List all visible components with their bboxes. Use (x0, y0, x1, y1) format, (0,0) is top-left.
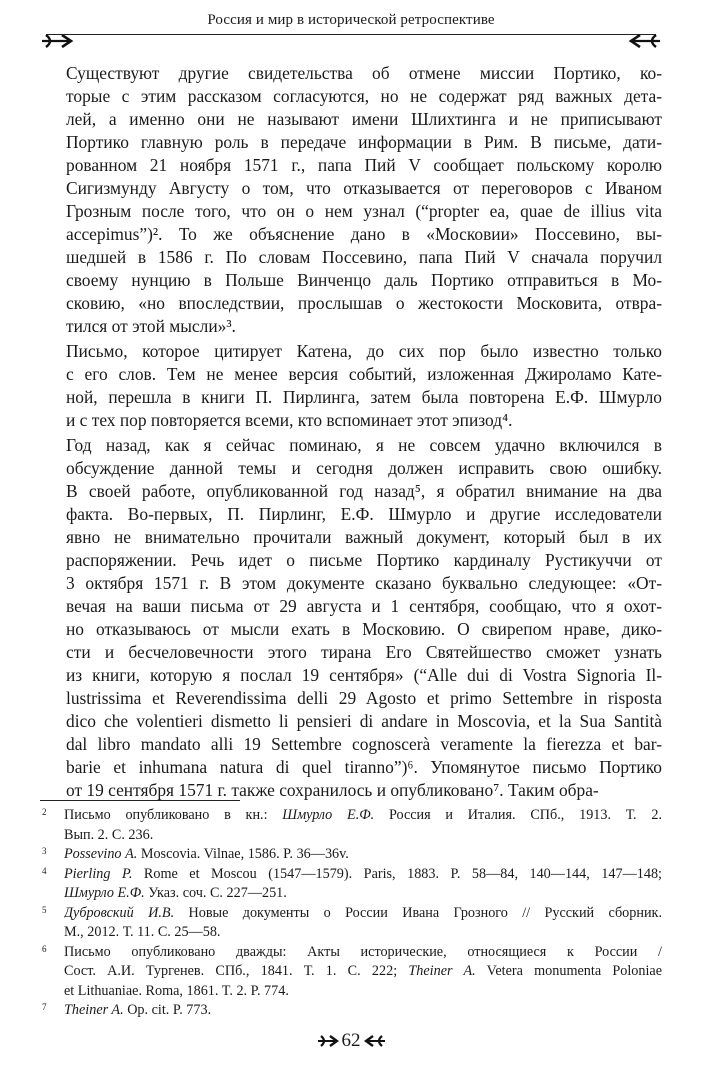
text-line: торые с этим рассказом согласуются, но не содержат ряд важных дета- (66, 86, 662, 106)
footnote-5 (40, 904, 662, 943)
text-line: факта. Во-первых, П. Пирлинг, Е.Ф. Шмурло и другие исследователи (66, 504, 662, 524)
footnote-line (64, 1001, 662, 1021)
footnote-author: Шмурло Е.Ф. (64, 885, 145, 901)
footnote-number: 3 (42, 846, 47, 856)
text-line: Существуют другие свидетельства об отмене миссии Портико, ко- (66, 63, 662, 83)
footnote-number: 7 (42, 1002, 47, 1012)
paragraph-3 (40, 434, 662, 802)
footnote-number: 4 (42, 865, 47, 876)
text-line: тился от этой мысли»³. (66, 316, 236, 336)
right-footer-fleuron-icon (364, 1033, 386, 1049)
footnote-author: Шмурло Е.Ф. (282, 807, 375, 823)
footnote-line (64, 806, 662, 826)
right-fleuron-icon (628, 32, 662, 50)
footnote-author: Дубровский И.В. (64, 904, 175, 921)
footnote-line (64, 845, 662, 865)
footnote-4 (40, 865, 662, 904)
text-line: с его слов. Тем не менее версия событий, изложенная Джироламо Кате- (66, 364, 662, 384)
text-line: лей, а именно они не называют имени Шлихтинга и не приписывают (66, 109, 662, 129)
footnote-text: Новые документы о России Ивана Грозного // Русский сборник. (174, 904, 662, 921)
text-line: Портико главную роль в передаче информации в Рим. В письме, дати- (66, 132, 662, 152)
footnote-line (64, 943, 662, 963)
left-footer-fleuron-icon (317, 1033, 339, 1049)
footnote-line (64, 826, 662, 846)
main-text (40, 62, 662, 802)
text-line: распоряжении. Речь идет о письме Портико кардиналу Рустикуччи от (66, 550, 662, 570)
text-line: В своей работе, опубликованной год назад⁵, я обратил внимание на два (66, 481, 662, 501)
footnote-author: Theiner A. (408, 963, 476, 979)
text-line: Сигизмунду Августу о том, что отказывается от переговоров с Иваном (66, 178, 662, 198)
page-footer (0, 1030, 702, 1058)
footnote-author: Theiner A. (64, 1002, 124, 1018)
footnote-line (64, 923, 662, 943)
footnote-text: Moscovia. Vilnae, 1586. P. 36—36v. (137, 846, 349, 862)
text-line: barie et inhumana natura di quel tiranno”)⁶. Упомянутое письмо Портико (66, 757, 662, 777)
text-line: сковию, «но впоследствии, прослышав о жестокости Московита, отвра- (66, 293, 662, 313)
footnote-line (64, 982, 662, 1002)
footnote-2 (40, 806, 662, 845)
text-line: шедшей в 1586 г. По словам Поссевино, папа Пий V сначала поручил (66, 247, 662, 267)
footnote-text: Op. cit. P. 773. (123, 1002, 212, 1018)
footnote-text: Сост. А.И. Тургенев. СПб., 1841. Т. 1. С. 222; (64, 963, 409, 979)
paragraph-2 (40, 340, 662, 432)
footnote-text: Россия и Италия. СПб., 1913. Т. 2. (374, 807, 662, 823)
footnote-text: М., 2012. Т. 11. С. 25—58. (64, 924, 221, 940)
footnote-text: Указ. соч. С. 227—251. (144, 885, 287, 901)
footnote-7 (40, 1001, 662, 1021)
text-line: Грозным после того, что он о нем узнал (“propter ea, quae de illius vita (66, 201, 662, 221)
text-line: своему нунцию в Польше Винченцо даль Портико отправиться в Мо- (66, 270, 662, 290)
footnote-text: Rome et Moscou (1547—1579). Paris, 1883. P. 58—84, 140—144, 147—148; (132, 865, 662, 882)
text-line: dal libro mandato alli 19 Settembre cognoscerà veramente la fierezza et bar- (66, 734, 662, 754)
footnote-text: Письмо опубликовано в кн.: (64, 807, 283, 823)
text-line: accepimus”)². То же объяснение дано в «Московии» Поссевино, вы- (66, 224, 662, 244)
text-line: вечая на ваши письма от 29 августа и 1 сентября, сообщаю, что я охот- (66, 596, 662, 616)
footnote-number: 6 (42, 943, 47, 954)
text-line: Письмо, которое цитирует Катена, до сих пор было известно только (66, 341, 662, 361)
header-rule (46, 34, 656, 35)
footnote-text: Вып. 2. С. 236. (64, 826, 154, 843)
paragraph-1 (40, 62, 662, 338)
footnote-3 (40, 845, 662, 865)
text-line: и с тех пор повторяется всеми, кто вспоминает этот эпизод⁴. (66, 410, 513, 430)
footnote-author: Pierling P. (64, 865, 133, 882)
text-line: из книги, которую я послал 19 сентября» (“Alle dui di Vostra Signoria Il- (66, 665, 662, 685)
text-line: 3 октября 1571 г. В этом документе сказано буквально следующее: «От- (66, 573, 662, 593)
footnote-number: 5 (42, 904, 47, 915)
page-number: 62 (341, 1030, 361, 1051)
footnote-number: 2 (42, 807, 47, 817)
text-line: сти и бесчеловечности этого тирана Его Святейшество сможет узнать (66, 642, 662, 662)
text-line: lustrissima et Reverendissima delli 29 Agosto et primo Settembre in risposta (66, 688, 662, 708)
text-line: обсуждение данной темы и сегодня должен исправить свою ошибку. (66, 458, 662, 478)
footnote-line (64, 904, 662, 924)
footnotes (40, 806, 662, 1021)
footnote-6 (40, 943, 662, 1002)
footnote-author: Possevino А. (64, 846, 138, 862)
text-line: но отказываюсь от мысли ехать в Московию. О свирепом нраве, дико- (66, 619, 662, 639)
text-line: от 19 сентября 1571 г. также сохранилось и опубликовано⁷. Таким обра- (66, 780, 599, 800)
text-line: явно не внимательно прочитали важный документ, который был в их (66, 527, 662, 547)
footnote-separator (40, 800, 240, 801)
text-line: рованном 21 ноября 1571 г., папа Пий V сообщает польскому королю (66, 155, 662, 175)
running-header (40, 8, 662, 46)
header-title: Россия и мир в исторической ретроспективе (207, 12, 495, 28)
footnote-text: Письмо опубликовано дважды: Акты исторические, относящиеся к России / (64, 943, 662, 960)
footnote-line (64, 865, 662, 885)
footnote-line (64, 884, 662, 904)
footnote-line (64, 962, 662, 982)
text-line: ной, перешла в книги П. Пирлинга, затем была повторена Е.Ф. Шмурло (66, 387, 662, 407)
text-line: Год назад, как я сейчас поминаю, я не совсем удачно включился в (66, 435, 662, 455)
footnote-text: et Lithuaniae. Roma, 1861. T. 2. P. 774. (64, 982, 289, 999)
text-line: dico che volentieri dismetto li pensieri di andare in Moscovia, et la Sua Santità (66, 711, 662, 731)
footnote-text: Vetera monumenta Poloniae (475, 963, 662, 979)
